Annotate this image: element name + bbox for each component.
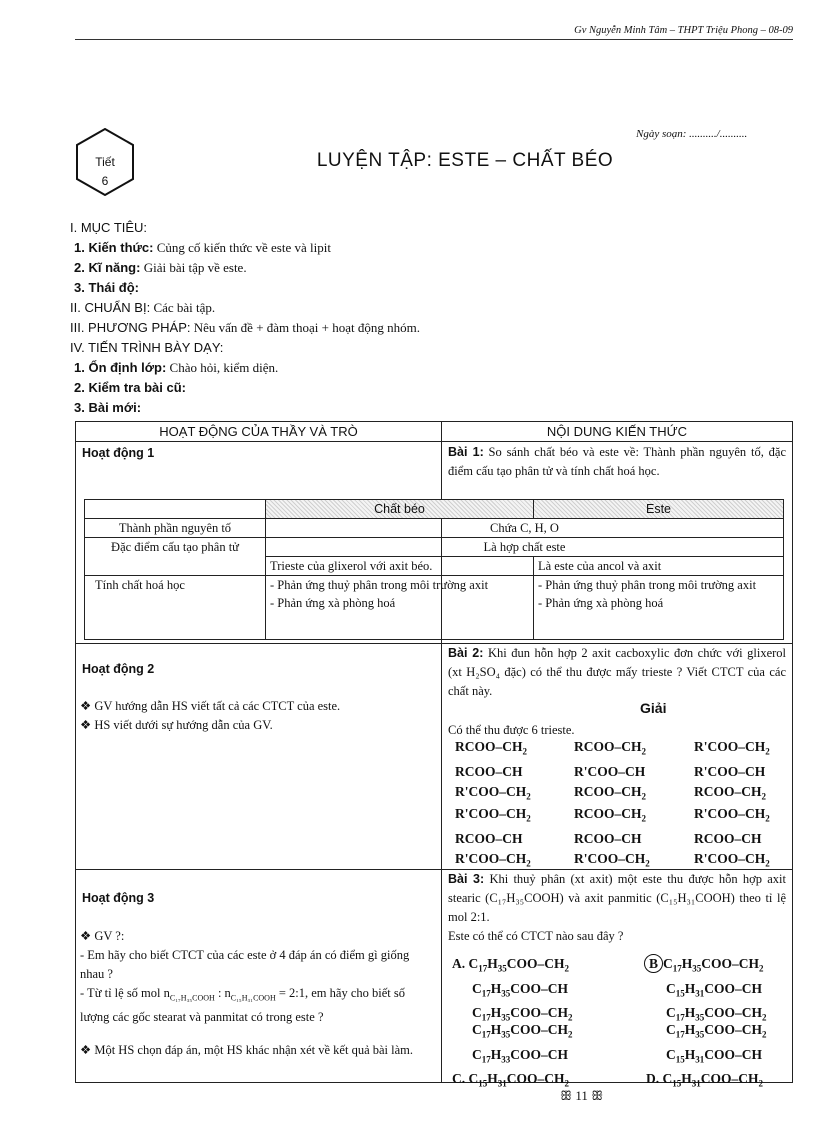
triester-1: RCOO–$CH_2$ RCOO–CH $R'COO-CH_2$ (455, 739, 531, 802)
row-elements-label: Thành phần nguyên tố (118, 521, 232, 535)
option-a-letter: A. (452, 956, 466, 971)
activity-2-step-2: ❖ HS viết dưới sự hướng dẫn của GV. (80, 718, 273, 732)
column-header-content: NỘI DUNG KIẾN THỨC (546, 424, 688, 439)
activity-2-label: Hoạt động 2 (82, 662, 155, 676)
comparison-table (84, 499, 784, 640)
section-objectives: I. MỤC TIÊU: (70, 220, 148, 235)
option-d-letter: D. (646, 1071, 660, 1087)
objective-skill: 2. Kĩ năng: Giải bài tập về este. (74, 260, 247, 275)
lesson-number: 6 (101, 174, 109, 188)
triester-6: $R'COO-CH_2$ RCOO–CH $R'COO-CH_2$ (694, 806, 770, 869)
objective-knowledge: 1. Kiến thức: Củng cố kiến thức về este và lipit (74, 240, 331, 255)
activity-3-question-3: ❖ Một HS chọn đáp án, một HS khác nhận xét về kết quả bài làm. (80, 1043, 414, 1057)
page-number: ꕥ 11 ꕥ (560, 1088, 604, 1103)
lesson-badge (75, 128, 135, 196)
process-new-lesson: 3. Bài mới: (74, 400, 142, 415)
row-chem-fat: - Phản ứng thuỷ phân trong môi trường axit - Phản ứng xà phòng hoá (270, 578, 489, 610)
running-header (75, 22, 793, 40)
exercise-2: Bài 2: Khi đun hỗn hợp 2 axit cacboxylic đơn chức với glixerol (xt H₂SO₄ đặc) có thể thu được mấy trieste ? Viết CTCT của các chất này. (448, 646, 787, 698)
section-process: IV. TIẾN TRÌNH BÀY DẠY: (70, 340, 224, 355)
triester-5: RCOO–$CH_2$ RCOO–CH $R'COO-CH_2$ (574, 806, 650, 869)
row-chem-ester: - Phản ứng thuỷ phân trong môi trường axit - Phản ứng xà phòng hoá (538, 578, 757, 610)
header-ester: Este (645, 502, 671, 516)
activity-3-question-1: - Em hãy cho biết CTCT của các este ở 4 đáp án có điểm gì giống nhau ? (80, 948, 410, 981)
activity-2-step-1: ❖ GV hướng dẫn HS viết tất cả các CTCT của este. (80, 699, 341, 713)
header-fat: Chất béo (374, 502, 425, 516)
row-structure-common: Là hợp chất este (483, 540, 566, 554)
option-a: A. $C_{17}H_{35}COO-CH_2$ $C_{17}H_{35}COO-CH$ $C_{17}H_{35}COO-CH_2$ (452, 956, 573, 1024)
activity-3-gv: ❖ GV ?: (80, 929, 125, 943)
row-chem-label: Tính chất hoá học (95, 578, 185, 592)
date-label: Ngày soạn: ........../.......... (636, 128, 748, 140)
solution-heading: Giải (640, 700, 667, 716)
exercise-1: Bài 1: So sánh chất béo và este về: Thành phần nguyên tố, đặc điểm cấu tạo phân tử và tính chất hoá học. (448, 445, 786, 478)
row-elements-value: Chứa C, H, O (490, 521, 559, 535)
lesson-outline (70, 218, 800, 418)
option-b: B $C_{17}H_{35}COO-CH_2$ $C_{15}H_{31}COO-CH$ $C_{17}H_{35}COO-CH_2$ (644, 954, 767, 1028)
exercise-2-answer: Có thể thu được 6 trieste. (448, 723, 575, 737)
header-author: Gv Nguyễn Minh Tâm – THPT Triệu Phong – 08-09 (574, 25, 793, 36)
row-structure-fat: Trieste của glixerol với axit béo. (270, 559, 433, 573)
option-c: $C_{17}H_{35}COO-CH_2$ $C_{17}H_{33}COO-CH$ C. $C_{15}H_{31}COO-CH_2$ (452, 1022, 573, 1090)
process-class-order: 1. Ổn định lớp: Chào hỏi, kiểm diện. (74, 360, 279, 375)
triester-2: RCOO–$CH_2$ R'COO–CH RCOO–$CH_2$ (574, 739, 646, 802)
row-structure-ester: Là este của ancol và axit (538, 559, 662, 573)
section-preparation: II. CHUẨN BỊ: Các bài tập. (70, 300, 216, 315)
process-check: 2. Kiểm tra bài cũ: (74, 380, 186, 395)
exercise-3: Bài 3: Khi thuỷ phân (xt axit) một este thu được hỗn hợp axit stearic (C₁₇H₃₅COOH) và axit panmitic (C₁₅H₃₁COOH) theo tỉ lệ mol 2:1. (448, 872, 787, 924)
option-d: $C_{17}H_{35}COO-CH_2$ $C_{15}H_{31}COO-CH$ D. $C_{15}H_{31}COO-CH_2$ (646, 1022, 767, 1090)
option-b-letter: B (644, 954, 663, 973)
lesson-label: Tiết (95, 155, 115, 169)
column-header-activities: HOẠT ĐỘNG CỦA THẦY VÀ TRÒ (159, 424, 358, 439)
row-structure-label: Đặc điểm cấu tạo phân tử (111, 540, 239, 554)
activity-3-question-2: - Từ tỉ lệ số mol $n_{C_{17}H_{35}COOH}$ : $n_{C_{15}H_{31}COOH}$ = 2:1, em hãy cho biết số lượng các gốc stearat và panmitat có trong este ? (80, 986, 405, 1024)
triester-4: $R'COO-CH_2$ RCOO–CH $R'COO-CH_2$ (455, 806, 531, 869)
activity-1-label: Hoạt động 1 (82, 446, 155, 460)
section-method: III. PHƯƠNG PHÁP: Nêu vấn đề + đàm thoại + hoạt động nhóm. (70, 320, 420, 335)
triester-3: $R'COO-CH_2$ R'COO–CH RCOO–$CH_2$ (694, 739, 770, 802)
exercise-3-question: Este có thể có CTCT nào sau đây ? (448, 929, 624, 943)
option-c-letter: C. (452, 1071, 466, 1087)
activity-3-label: Hoạt động 3 (82, 891, 155, 905)
objective-attitude: 3. Thái độ: (74, 280, 139, 295)
page-title: LUYỆN TẬP: ESTE – CHẤT BÉO (316, 150, 614, 171)
